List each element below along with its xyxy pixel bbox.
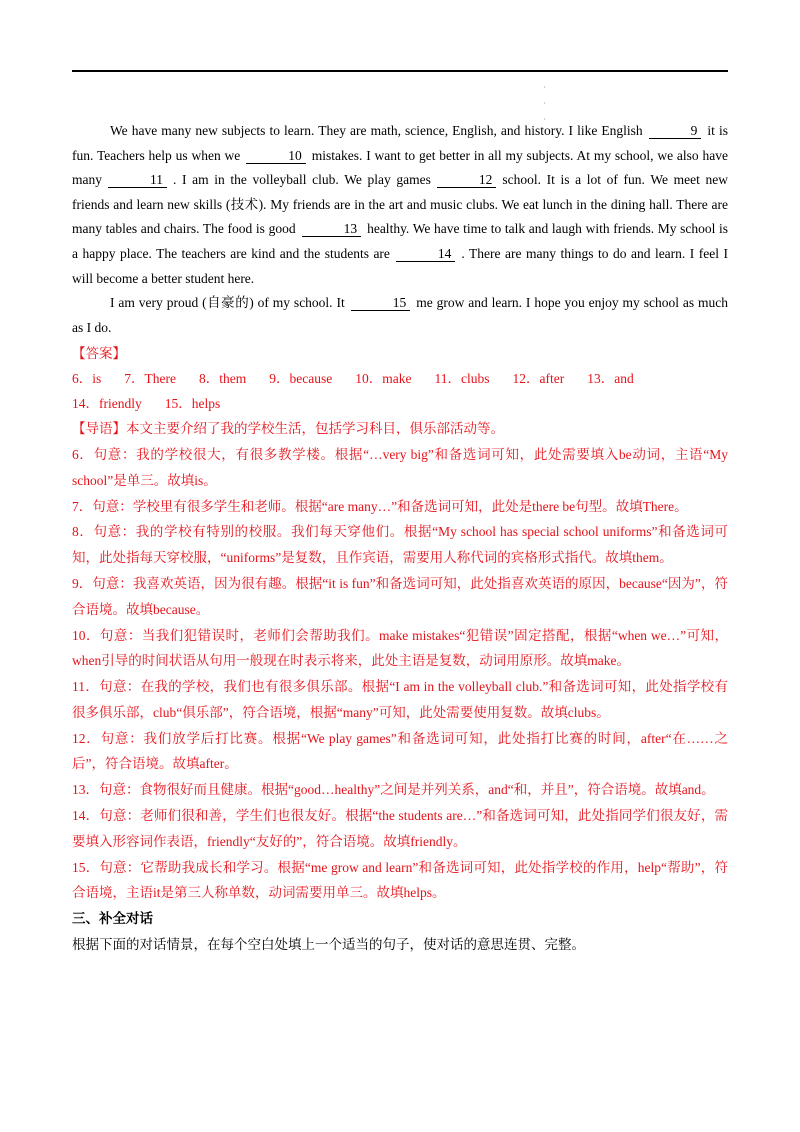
blank-12: 12	[437, 172, 497, 188]
passage-paragraph-1	[72, 119, 728, 291]
passage-text: . I am in the volleyball club. We play games	[173, 172, 431, 188]
section-title: 三、补全对话	[72, 911, 153, 927]
answer-item: 10．make	[355, 370, 412, 386]
explanation-10: 10．句意：当我们犯错误时，老师们会帮助我们。make mistakes“犯错误”固定搭配，根据“when we…”可知，when引导的时间状语从句用一般现在时表示将来，此处主语是复数，动词用原形。故填make。	[72, 627, 728, 669]
passage-paragraph-2	[72, 291, 728, 340]
explanation-9: 9．句意：我喜欢英语，因为很有趣。根据“it is fun”和备选词可知，此处指喜欢英语的原因，because“因为”，符合语境。故填because。	[72, 575, 728, 617]
header-rule	[72, 70, 728, 72]
answer-item: 7．There	[124, 370, 176, 386]
blank-15: 15	[351, 295, 411, 311]
passage-text: We have many new subjects to learn. They are math, science, English, and history. I like English	[110, 123, 643, 138]
blank-13: 13	[302, 221, 362, 237]
page-content	[72, 119, 728, 958]
explanation-12: 12．句意：我们放学后打比赛。根据“We play games”和备选词可知，此处指打比赛的时间，after“在……之后”，符合语境。故填after。	[72, 730, 728, 772]
scan-dot: ·	[543, 83, 546, 92]
explanation-7: 7．句意：学校里有很多学生和老师。根据“are many…”和备选词可知，此处是there be句型。故填There。	[72, 498, 688, 514]
answer-item: 11．clubs	[434, 370, 490, 386]
passage-text: me grow and learn. I hope you enjoy my school as much as I do.	[72, 295, 728, 335]
answer-item: 8．them	[199, 370, 247, 386]
scan-dot: ·	[543, 99, 546, 108]
section-instruction: 根据下面的对话情景，在每个空白处填上一个适当的句子，使对话的意思连贯、完整。	[72, 937, 585, 953]
passage-text: mistakes. I want to get better in all my subjects. At my school, we also have many	[72, 147, 728, 188]
guide-text: 【导语】本文主要介绍了我的学校生活，包括学习科目，俱乐部活动等。	[72, 421, 504, 437]
explanation-6: 6．句意：我的学校很大，有很多教学楼。根据“…very big”和备选词可知，此处需要填入be动词，主语“My school”是单三。故填is。	[72, 446, 728, 488]
answer-item: 13．and	[587, 370, 634, 386]
passage-text: I am very proud (自豪的) of my school. It	[110, 295, 345, 311]
passage-text: school. It is a lot of fun. We meet new friends and learn new skills (技术). My friends are in the art and music clubs. We eat lunch in the dining hall. There are many tables and chairs. The food is good	[72, 172, 728, 237]
answer-item: 14．friendly	[72, 395, 142, 411]
blank-9: 9	[649, 123, 702, 139]
explanation-11: 11．句意：在我的学校，我们也有很多俱乐部。根据“I am in the volleyball club.”和备选词可知，此处指学校有很多俱乐部，club“俱乐部”，符合语境，根据“many”可知，此处需要使用复数。故填clubs。	[72, 679, 728, 720]
passage-text: healthy. We have time to talk and laugh with friends. My school is a happy place. The teachers are kind and the students are	[72, 221, 729, 261]
answer-row-2	[72, 392, 728, 417]
blank-11: 11	[108, 172, 167, 188]
answer-item: 15．helps	[164, 395, 221, 411]
passage-text: . There are many things to do and learn. I feel I will become a better student here.	[72, 245, 728, 286]
scan-dot: ·	[543, 115, 546, 124]
passage-text: it is fun. Teachers help us when we	[72, 123, 728, 163]
explanation-13: 13．句意：食物很好而且健康。根据“good…healthy”之间是并列关系，and“和，并且”，符合语境。故填and。	[72, 782, 715, 798]
explanation-8: 8．句意：我的学校有特别的校服。我们每天穿他们。根据“My school has special school uniforms”和备选词可知，此处指每天穿校服，“uniforms”是复数，且作宾语，需要用人称代词的宾格形式指代。故填them。	[72, 524, 728, 566]
explanation-14: 14．句意：老师们很和善，学生们也很友好。根据“the students are…”和备选词可知，此处指同学们很友好，需要填入形容词作表语，friendly“友好的”，符合语境。故填friendly。	[72, 808, 728, 849]
answer-label: 【答案】	[72, 346, 126, 362]
answer-item: 9．because	[269, 370, 333, 386]
blank-14: 14	[396, 246, 456, 262]
answer-row-1	[72, 367, 728, 392]
answer-item: 6．is	[72, 370, 102, 386]
explanation-15: 15．句意：它帮助我成长和学习。根据“me grow and learn”和备选词可知，此处指学校的作用，help“帮助”，符合语境，主语it是第三人称单数，动词需要用单三。故填helps。	[72, 859, 728, 901]
blank-10: 10	[246, 148, 306, 164]
answer-item: 12．after	[512, 370, 565, 386]
